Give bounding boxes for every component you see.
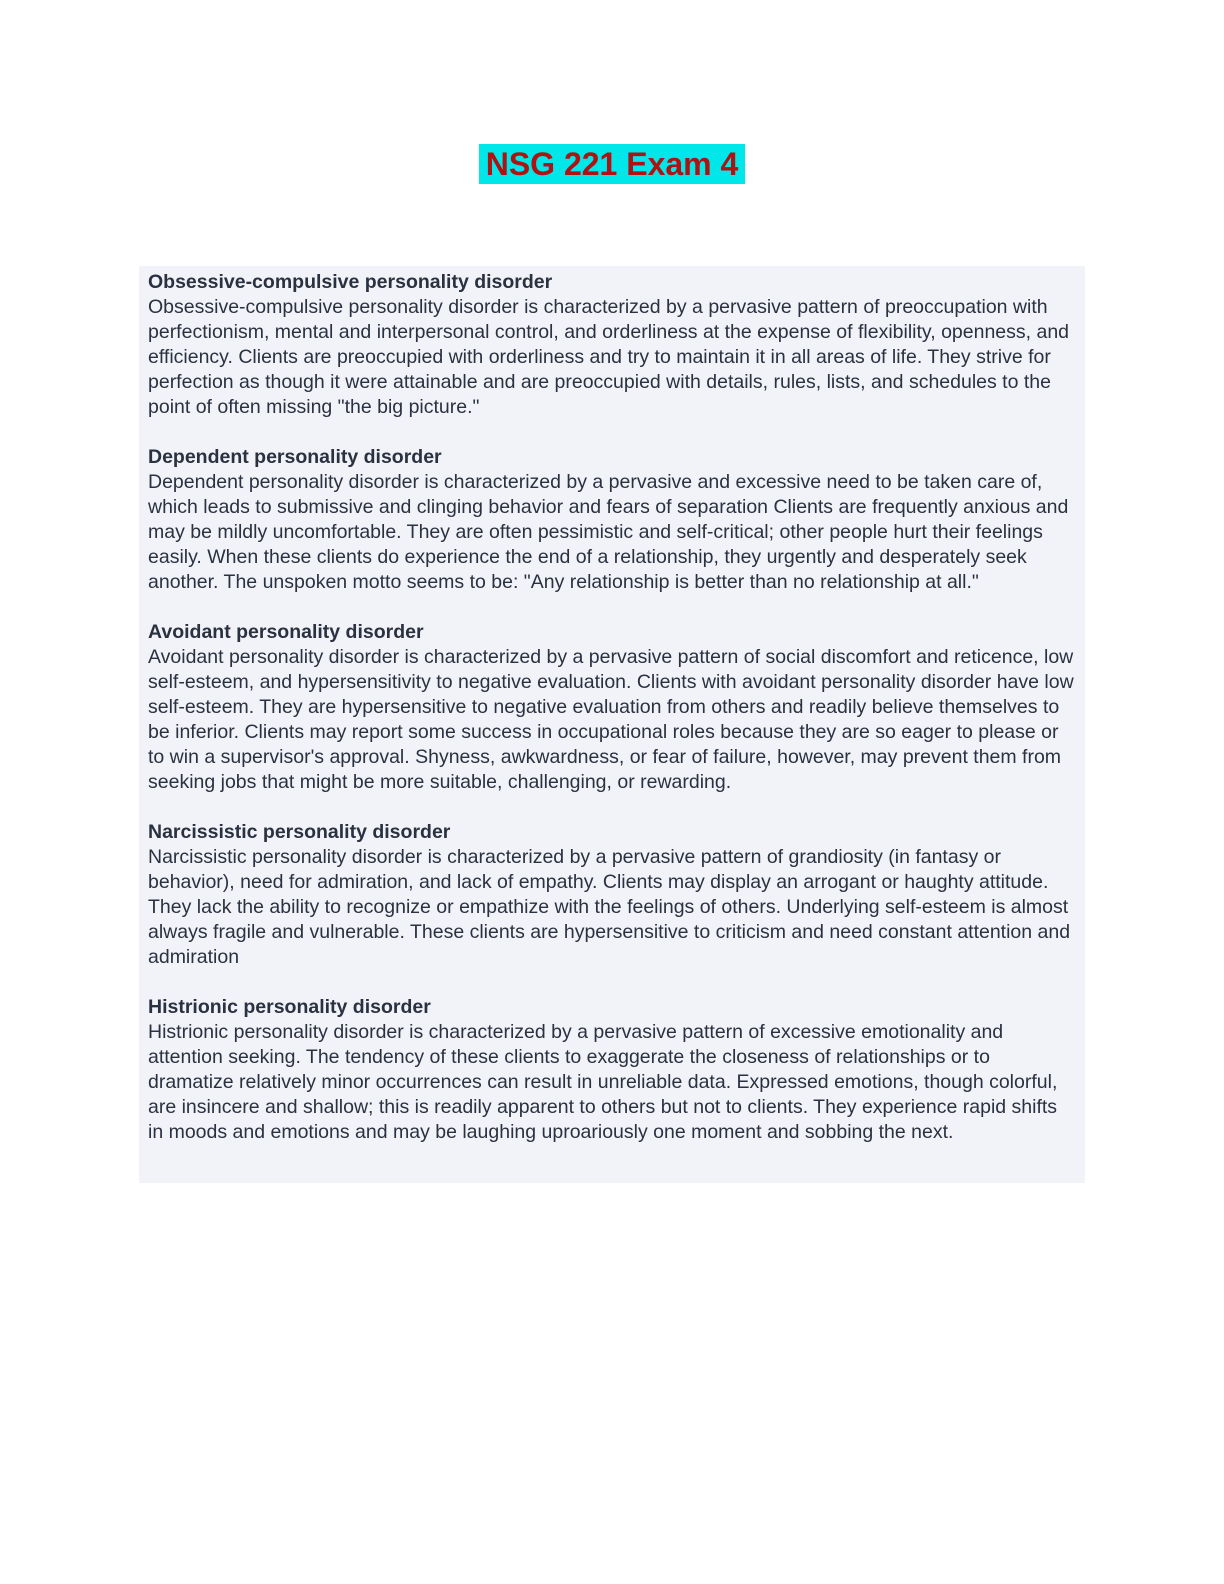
section-avoidant bbox=[148, 620, 1076, 795]
section-heading: Histrionic personality disorder bbox=[148, 996, 431, 1018]
section-body: Obsessive-compulsive personality disorder is characterized by a pervasive pattern of preoccupation with perfectionism, mental and interpersonal control, and orderliness at the expense of flexibility, openness, and efficiency. Clients are preoccupied with orderliness and try to maintain it in all areas of life. They strive for perfection as though it were attainable and are preoccupied with details, rules, lists, and schedules to the point of often missing "the big picture." bbox=[148, 296, 1070, 418]
section-heading: Dependent personality disorder bbox=[148, 446, 442, 468]
notes-content bbox=[139, 266, 1085, 1183]
section-heading: Narcissistic personality disorder bbox=[148, 821, 451, 843]
section-dependent bbox=[148, 445, 1076, 595]
section-body: Histrionic personality disorder is characterized by a pervasive pattern of excessive emotionality and attention seeking. The tendency of these clients to exaggerate the closeness of relationships or to dramatize relatively minor occurrences can result in unreliable data. Expressed emotions, though colorful, are insincere and shallow; this is readily apparent to others but not to clients. They experience rapid shifts in moods and emotions and may be laughing uproariously one moment and sobbing the next. bbox=[148, 1021, 1058, 1143]
title-area bbox=[0, 0, 1224, 184]
section-obsessive-compulsive bbox=[148, 270, 1076, 420]
section-histrionic bbox=[148, 995, 1076, 1145]
section-body: Narcissistic personality disorder is characterized by a pervasive pattern of grandiosity (in fantasy or behavior), need for admiration, and lack of empathy. Clients may display an arrogant or haughty attitude. They lack the ability to recognize or empathize with the feelings of others. Underlying self-esteem is almost always fragile and vulnerable. These clients are hypersensitive to criticism and need constant attention and admiration bbox=[148, 846, 1071, 968]
section-body: Avoidant personality disorder is characterized by a pervasive pattern of social discomfort and reticence, low self-esteem, and hypersensitivity to negative evaluation. Clients with avoidant personality disorder have low self-esteem. They are hypersensitive to negative evaluation from others and readily believe themselves to be inferior. Clients may report some success in occupational roles because they are so eager to please or to win a supervisor's approval. Shyness, awkwardness, or fear of failure, however, may prevent them from seeking jobs that might be more suitable, challenging, or rewarding. bbox=[148, 646, 1074, 793]
section-narcissistic bbox=[148, 820, 1076, 970]
section-heading: Obsessive-compulsive personality disorder bbox=[148, 271, 553, 293]
section-heading: Avoidant personality disorder bbox=[148, 621, 424, 643]
section-body: Dependent personality disorder is characterized by a pervasive and excessive need to be taken care of, which leads to submissive and clinging behavior and fears of separation Clients are frequently anxious and may be mildly uncomfortable. They are often pessimistic and self-critical; other people hurt their feelings easily. When these clients do experience the end of a relationship, they urgently and desperately seek another. The unspoken motto seems to be: "Any relationship is better than no relationship at all." bbox=[148, 471, 1069, 593]
page-title: NSG 221 Exam 4 bbox=[479, 144, 746, 184]
